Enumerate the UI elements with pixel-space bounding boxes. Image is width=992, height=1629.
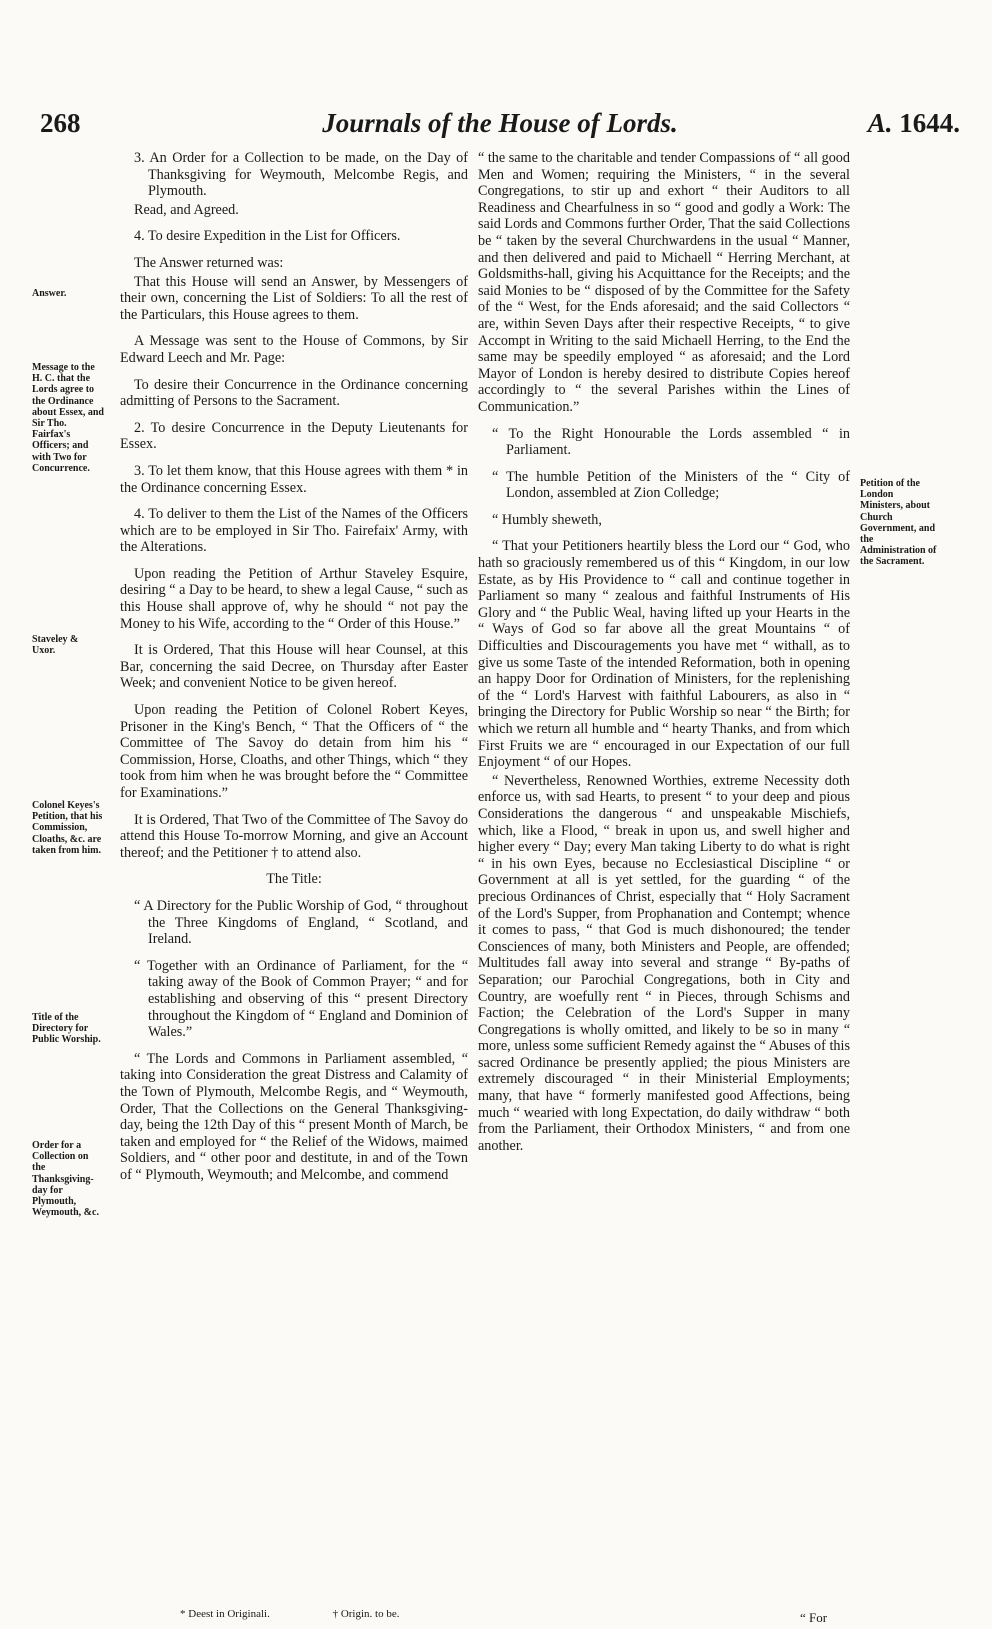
paragraph: “ the same to the charitable and tender Compassions of “ all good Men and Women; requiring the Ministers, “ in the several Congregations, to stir up and exhort “ their Auditors to all Readiness and Chearfulness in so “ good and godly a Work: The said Lords and Commons further Order, That the said Collections be “ taken by the several Churchwardens in the usual “ Manner, and then delivered and paid to Michaell “ Herring Merchant, at Goldsmiths-hall, giving his Acquittance for the Receipts; and the said Monies to be “ disposed of by the Committee for the Safety of the “ West, for the Ends aforesaid; and the said Collectors “ are, within Seven Days after their respective Receipts, “ to give Accompt in Writing to the said Michaell Herring, to the End the same may be speedily employed “ as aforesaid; and the Lord Mayor of London is hereby desired to distribute Copies hereof accordingly to “ the several Parishes within the Lines of Communication.” — [478, 150, 850, 415]
page-header — [40, 108, 960, 144]
paragraph: “ The humble Petition of the Ministers of the “ City of London, assembled at Zion Colledge; — [492, 468, 850, 502]
page-number: 268 — [40, 108, 81, 138]
margin-note-petition: Petition of the London Ministers, about Church Government, and the Administration of the Sacrament. — [860, 478, 937, 568]
margin-note-collection: Order for a Collection on the Thanksgiving-day for Plymouth, Weymouth, &c. — [32, 1140, 99, 1219]
year-value: 1644. — [899, 108, 960, 138]
paragraph: “ That your Petitioners heartily bless the Lord our “ God, who hath so graciously remembered us of this “ Kingdom, in our low Estate, as by His Providence to “ call and continue together in Parliament so many “ zealous and faithful Instruments of His Glory and “ the Public Weal, having lifted up your Hearts in the “ Ways of God so far above all the great Mountains “ of Difficulties and Discouragements you have met “ withall, as to give us some Taste of the intended Reformation, both in opening an happy Door for Ordination of Ministers, for the replenishing of the “ Lord's Harvest with faithful Labourers, as also in “ bringing the Directory for Public Worship so near “ the Birth; for which we return all humble and “ hearty Thanks, and from which First Fruits we are “ encouraged in our Expectation of our full Enjoyment “ of our Hopes. — [478, 538, 850, 771]
paragraph: 3. An Order for a Collection to be made, on the Day of Thanksgiving for Weymouth, Melcombe Regis, and Plymouth. — [134, 150, 468, 200]
paragraph: Upon reading the Petition of Colonel Robert Keyes, Prisoner in the King's Bench, “ That the Officers of “ the Committee of The Savoy do detain from him his “ Commission, Horse, Cloaths, and other Things, which “ they took from him when he was brought before the “ Committee for Examinations.” — [120, 702, 468, 801]
year-prefix: A. — [867, 108, 893, 138]
left-column — [120, 150, 468, 1193]
running-title: Journals of the House of Lords. — [322, 108, 678, 138]
paragraph: “ A Directory for the Public Worship of God, “ throughout the Three Kingdoms of England, “ Scotland, and Ireland. — [134, 897, 468, 948]
paragraph: The Answer returned was: — [134, 254, 284, 271]
right-column — [478, 150, 850, 1164]
paragraph: A Message was sent to the House of Commons, by Sir Edward Leech and Mr. Page: — [120, 333, 468, 366]
paragraph: The Title: — [266, 871, 322, 888]
paragraph: “ Nevertheless, Renowned Worthies, extreme Necessity doth enforce us, with sad Hearts, to present “ to your deep and pious Considerations the dangerous “ and unspeakable Mischiefs, which, like a Flood, “ break in upon us, and swell higher and higher every “ Day; every Man taking Liberty to do what is right “ in his own Eyes, because no Ecclesiastical Discipline “ or Government at all is yet settled, for the guarding “ of the precious Ordinances of Christ, especially that “ Holy Sacrament of the Lord's Supper, from Prophanation and Contempt; whence it comes to pass, “ that God is much dishonoured; the tender Consciences of many, both Ministers and People, are offended; Multitudes fall away into several and strange “ By-paths of Separation; our Parochial Congregations, both in City and Country, are woefully rent “ in Pieces, through Schisms and Faction; the Celebration of the Lord's Supper in many Congregations is wholly omitted, and likely to be so in many “ more, unless some sufficient Remedy against the “ Abuses of this sacred Ordinance be presently applied; the pious Ministers are extremely discouraged “ in their Ministerial Employments; many, that have “ formerly manifested good Affections, being much “ wearied with long Expectation, do daily withdraw “ both from the Parliament, their Orthodox Ministers, “ and from one another. — [478, 772, 850, 1154]
footnotes — [180, 1608, 480, 1620]
footnote: * Deest in Originali. — [180, 1608, 270, 1620]
paragraph: Upon reading the Petition of Arthur Staveley Esquire, desiring “ a Day to be heard, to shew a legal Cause, “ such as this House shall approve of, why he should “ not pay the Money to his Wife, according to the “ Order of this House.” — [120, 565, 468, 632]
paragraph: “ To the Right Honourable the Lords assembled “ in Parliament. — [492, 425, 850, 459]
paragraph: It is Ordered, That Two of the Committee of The Savoy do attend this House To-morrow Morning, and give an Account thereof; and the Petitioner † to attend also. — [120, 811, 468, 861]
paragraph: 3. To let them know, that this House agrees with them * in the Ordinance concerning Essex. — [120, 462, 468, 496]
paragraph: That this House will send an Answer, by Messengers of their own, concerning the List of Soldiers: To all the rest of the Particulars, this House agrees to them. — [120, 273, 468, 323]
catchword: “ For — [800, 1610, 828, 1625]
paragraph: To desire their Concurrence in the Ordinance concerning admitting of Persons to the Sacrament. — [120, 376, 468, 410]
year — [868, 108, 960, 139]
paragraph: “ Humbly sheweth, — [492, 511, 602, 528]
margin-note-keyes: Colonel Keyes's Petition, that his Commission, Cloaths, &c. are taken from him. — [32, 800, 103, 856]
margin-note-staveley: Staveley & Uxor. — [32, 634, 79, 657]
paragraph: 4. To desire Expedition in the List for Officers. — [134, 228, 401, 245]
paragraph: Read, and Agreed. — [134, 201, 239, 218]
margin-note-directory: Title of the Directory for Public Worship. — [32, 1012, 101, 1046]
paragraph: It is Ordered, That this House will hear Counsel, at this Bar, concerning the said Decree, on Thursday after Easter Week; and convenient Notice to be given hereof. — [120, 642, 468, 692]
paragraph: “ The Lords and Commons in Parliament assembled, “ taking into Consideration the great Distress and Calamity of the Town of Plymouth, Melcombe Regis, and “ Weymouth, Order, That the Collections on the General Thanksgiving-day, being the 12th Day of this “ present Month of March, be taken and employed for “ the Relief of the Widows, maimed Soldiers, and “ other poor and destitute, in and of the Town of “ Plymouth, Weymouth; and Melcombe, and commend — [120, 1050, 468, 1183]
paragraph: “ Together with an Ordinance of Parliament, for the “ taking away of the Book of Common Prayer; “ and for establishing and observing of this “ present Directory throughout the Kingdom of “ England and Dominion of Wales.” — [134, 957, 468, 1041]
margin-note-answer: Answer. — [32, 288, 67, 299]
footnote: † Origin. to be. — [332, 1608, 400, 1620]
margin-note-message: Message to the H. C. that the Lords agree to the Ordinance about Essex, and Sir Tho. Fairfax's Officers; and with Two for Concurrence. — [32, 362, 104, 474]
paragraph: 2. To desire Concurrence in the Deputy Lieutenants for Essex. — [120, 419, 468, 453]
paragraph: 4. To deliver to them the List of the Names of the Officers which are to be employed in Sir Tho. Fairefaix' Army, with the Alterations. — [120, 506, 468, 556]
